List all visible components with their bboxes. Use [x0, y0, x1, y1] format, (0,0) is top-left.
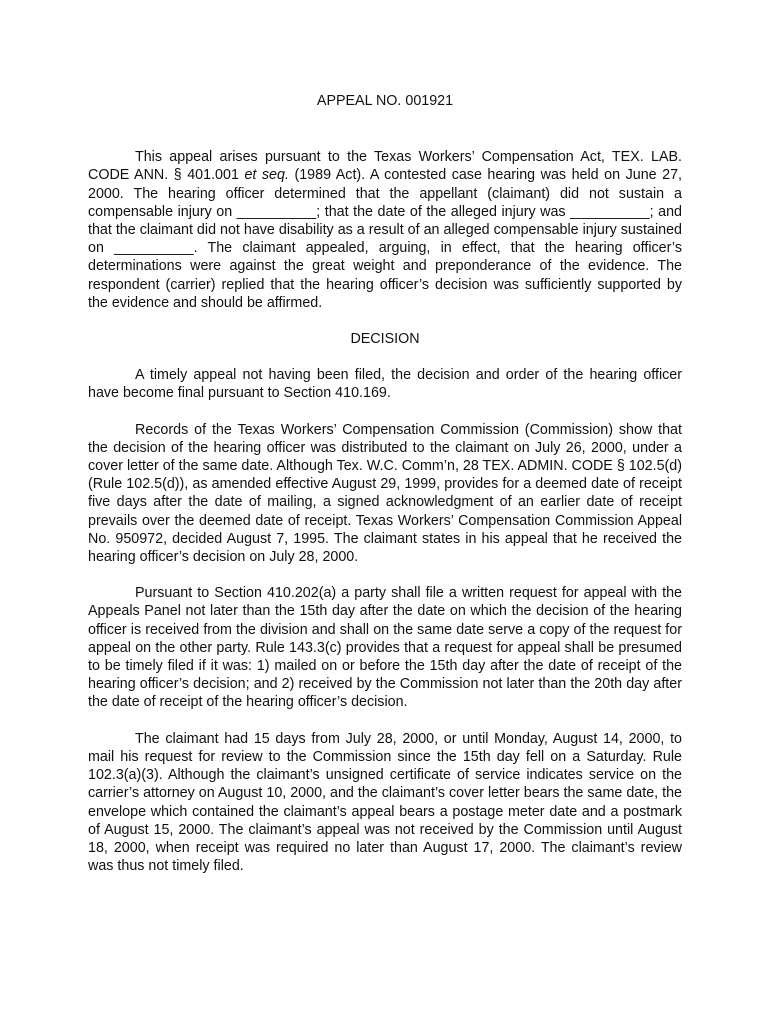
paragraph-timeline: The claimant had 15 days from July 28, 2000, or until Monday, August 14, 2000, to mail his request for review to the Commission since the 15th day fell on a Saturday. Rule 102.3(a)(3). Although the claimant’s unsigned certificate of service indicates service on the carrier’s attorney on August 10, 2000, and the claimant’s cover letter bears the same date, the envelope which contained the claimant’s appeal bears a postage meter date and a postmark of August 15, 2000. The claimant’s appeal was not received by the Commission until August 18, 2000, when receipt was required no later than August 17, 2000. The claimant’s review was thus not timely filed. [88, 730, 682, 875]
spacer [88, 312, 682, 330]
paragraph-rules: Pursuant to Section 410.202(a) a party shall file a written request for appeal with the Appeals Panel not later than the 15th day after the date on which the decision of the hearing officer is received from the division and shall on the same date serve a copy of the request for appeal on the other party. Rule 143.3(c) provides that a request for appeal shall be presumed to be timely filed if it was: 1) mailed on or before the 15th day after the date of receipt of the hearing officer’s decision; and 2) received by the Commission not later than the 20th day after the date of receipt of the hearing officer’s decision. [88, 585, 682, 711]
paragraph-untimely: A timely appeal not having been filed, the decision and order of the hearing officer have become final pursuant to Section 410.169. [88, 367, 682, 402]
spacer [88, 403, 682, 421]
paragraph-background-part-b: (1989 Act). A contested case hearing was held on June 27, 2000. The hearing officer determined that the appellant (claimant) did not sustain a compensable injury on __________; that the date of the alleged injury was __________; and that the claimant did not have disability as a result of an alleged compensable injury sustained on __________. The claimant appealed, arguing, in effect, that the hearing officer’s determinations were against the great weight and preponderance of the evidence. The respondent (carrier) replied that the hearing officer’s decision was sufficiently supported by the evidence and should be affirmed. [88, 167, 682, 311]
spacer [88, 348, 682, 366]
paragraph-background-part-a: This appeal arises pursuant to the Texas Workers’ Compensation Act, TEX. LAB. CODE ANN. § 401.001 [88, 149, 682, 184]
spacer [88, 712, 682, 730]
appeal-title: APPEAL NO. 001921 [316, 93, 454, 109]
spacer [88, 566, 682, 584]
paragraph-background [88, 148, 682, 312]
et-seq-italic: et seq. [244, 167, 289, 184]
paragraph-records: Records of the Texas Workers’ Compensation Commission (Commission) show that the decision of the hearing officer was distributed to the claimant on July 26, 2000, under a cover letter of the same date. Although Tex. W.C. Comm’n, 28 TEX. ADMIN. CODE § 102.5(d) (Rule 102.5(d)), as amended effective August 29, 1999, provides for a deemed date of receipt five days after the date of mailing, a signed acknowledgment of an earlier date of receipt prevails over the deemed date of receipt. Texas Workers’ Compensation Commission Appeal No. 950972, decided August 7, 1995. The claimant states in his appeal that he received the hearing officer’s decision on July 28, 2000. [88, 421, 682, 566]
document-body [88, 92, 682, 875]
decision-heading: DECISION [350, 331, 420, 348]
